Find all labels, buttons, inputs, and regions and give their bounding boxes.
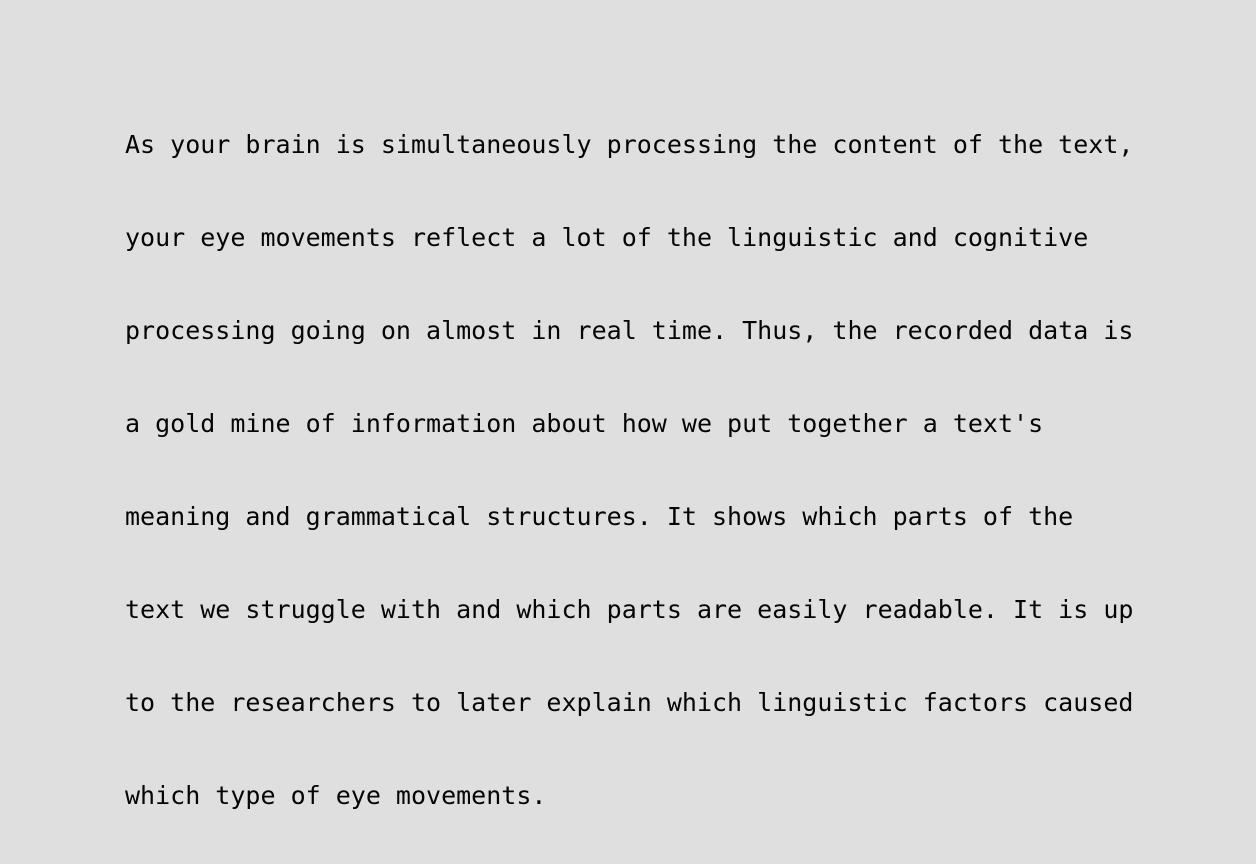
passage-line-8: which type of eye movements.	[125, 781, 547, 810]
passage-line-1: As your brain is simultaneously processing the content of the text,	[125, 130, 1134, 159]
passage-line-6: text we struggle with and which parts are easily readable. It is up	[125, 595, 1134, 624]
passage-line-7: to the researchers to later explain which linguistic factors caused	[125, 688, 1134, 717]
reading-passage	[125, 0, 1256, 864]
passage-line-5: meaning and grammatical structures. It shows which parts of the	[125, 502, 1074, 531]
passage-line-2: your eye movements reflect a lot of the linguistic and cognitive	[125, 223, 1089, 252]
passage-line-4: a gold mine of information about how we put together a text's	[125, 409, 1044, 438]
passage-line-3: processing going on almost in real time. Thus, the recorded data is	[125, 316, 1134, 345]
